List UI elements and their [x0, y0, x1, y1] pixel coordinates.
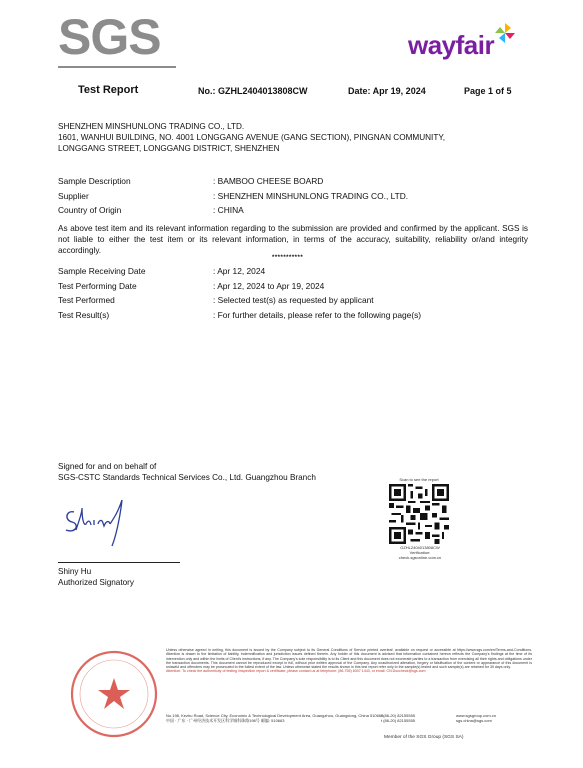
company-seal-stamp	[68, 648, 160, 740]
report-number: No.: GZHL2404013808CW	[198, 86, 308, 96]
report-date: Date: Apr 19, 2024	[348, 86, 426, 96]
signing-company: SGS-CSTC Standards Technical Services Co., Ltd. Guangzhou Branch	[58, 473, 316, 482]
info-key: Test Result(s)	[58, 309, 110, 320]
signer-role: Authorized Signatory	[58, 578, 135, 587]
sgs-group-membership: Member of the SGS Group (SGS SA)	[384, 735, 464, 740]
terms-fine-print	[166, 648, 532, 674]
info-key: Test Performing Date	[58, 280, 137, 291]
wayfair-pinwheel-icon	[490, 22, 520, 44]
terms-text: Unless otherwise agreed in writing, this document is issued by the Company subject to its General Conditions of Service printed overleaf, available on request or accessible at https://www.sgs.com/en/Terms-and-Conditions. Attention is drawn to the limitation of liability, indemnification and jurisdiction issues defined therein. Any holder of this document is advised that information contained hereon reflects the Company's findings at the time of its intervention only and within the limits of Client's instructions, if any. The Company's sole responsibility is to its Client and this document does not exonerate parties to a transaction from exercising all their rights and obligations under the transaction documents. This document cannot be reproduced except in full, without prior written approval of the Company. Any unauthorized alteration, forgery or falsification of the content or appearance of this document is unlawful and offenders may be prosecuted to the fullest extent of the law. Unless otherwise stated the results shown in this test report refer only to the sample(s) tested and such sample(s) are retained for 30 days only.	[166, 648, 532, 670]
footer-address-cn: 中国 · 广东 · 广州经济技术开发区科学城科珠路198号 邮编: 510663	[166, 718, 285, 723]
sgs-logo-underline	[58, 66, 176, 68]
sample-info	[58, 176, 528, 220]
liability-statement: As above test item and its relevant information regarding to the submission are provided and confirmed by the applicant. SGS is not liable to either the test item or its relevant information, in terms of the accuracy, suitability, reliability or/and integrity accordingly.	[58, 224, 528, 255]
info-value: : SHENZHEN MINSHUNLONG TRADING CO., LTD.	[213, 190, 409, 201]
qr-caption: Scan to see the report	[399, 477, 439, 482]
info-key: Supplier	[58, 190, 89, 201]
info-key: Country of Origin	[58, 205, 122, 215]
signed-on-behalf	[58, 461, 378, 483]
applicant-address-line: 1601, WANHUI BUILDING, NO. 4001 LONGGANG AVENUE (GANG SECTION), PINGNAN COMMUNITY,	[58, 133, 446, 142]
signature-line	[58, 562, 180, 563]
info-value: : For further details, please refer to the following page(s)	[213, 309, 422, 320]
footer-contact-row	[166, 718, 532, 723]
info-row	[58, 191, 528, 206]
wayfair-logo-text: wayfair	[408, 30, 495, 60]
footer-email[interactable]: sgs.china@sgs.com	[456, 718, 492, 723]
authenticity-notice: Attention: To check the authenticity of testing /inspection report & certificate, please contact us at telephone: (86-755) 8307 1443, or email: CN.Doccheck@sgs.com	[166, 669, 426, 674]
info-key: Sample Receiving Date	[58, 266, 146, 276]
test-info	[58, 266, 528, 324]
info-value: : BAMBOO CHEESE BOARD	[213, 176, 324, 186]
signer-info	[58, 566, 134, 588]
qr-verification	[380, 545, 460, 560]
qr-code-icon[interactable]	[389, 484, 449, 544]
info-key: Sample Description	[58, 176, 131, 186]
wayfair-logo	[408, 20, 538, 60]
info-row	[58, 266, 528, 281]
info-row	[58, 205, 528, 220]
qr-verification-url[interactable]: check.sgsonline.com.cn	[398, 555, 442, 560]
report-title: Test Report	[78, 84, 139, 96]
footer-address-en: No.198, Kezhu Road, Science City, Economic & Technological Development Area, Guangzhou, Guangdong, China 510663	[166, 713, 384, 718]
footer-contact	[166, 713, 532, 723]
handwritten-signature	[62, 490, 132, 550]
applicant-address	[58, 121, 518, 154]
info-value: : Apr 12, 2024	[213, 266, 266, 276]
info-value: : Selected test(s) as requested by applicant	[213, 295, 374, 305]
info-row	[58, 310, 528, 325]
info-value: : CHINA	[213, 205, 244, 215]
separator-stars: ***********	[272, 255, 304, 261]
sgs-logo	[58, 9, 176, 70]
applicant-address-line: LONGGANG STREET, LONGGANG DISTRICT, SHENZHEN	[58, 144, 280, 153]
qr-report-id: GZHL2404013808CW	[400, 545, 440, 550]
info-row	[58, 176, 528, 191]
footer-website[interactable]: www.sgsgroup.com.cn	[456, 713, 497, 718]
footer-tel: t (86-20) 82155555	[381, 718, 416, 723]
info-row	[58, 281, 528, 296]
sgs-logo-text: SGS	[58, 9, 161, 65]
page-number: Page 1 of 5	[464, 86, 512, 96]
info-row	[58, 295, 528, 310]
info-key: Test Performed	[58, 295, 115, 305]
applicant-name: SHENZHEN MINSHUNLONG TRADING CO., LTD.	[58, 122, 245, 131]
info-value: : Apr 12, 2024 to Apr 19, 2024	[213, 280, 325, 291]
footer-tel: t (86-20) 82155555	[381, 713, 416, 718]
signer-name: Shiny Hu	[58, 567, 92, 576]
report-title-row	[78, 84, 528, 98]
qr-verification-label: Verification:	[409, 550, 431, 555]
signed-line: Signed for and on behalf of	[58, 462, 157, 471]
